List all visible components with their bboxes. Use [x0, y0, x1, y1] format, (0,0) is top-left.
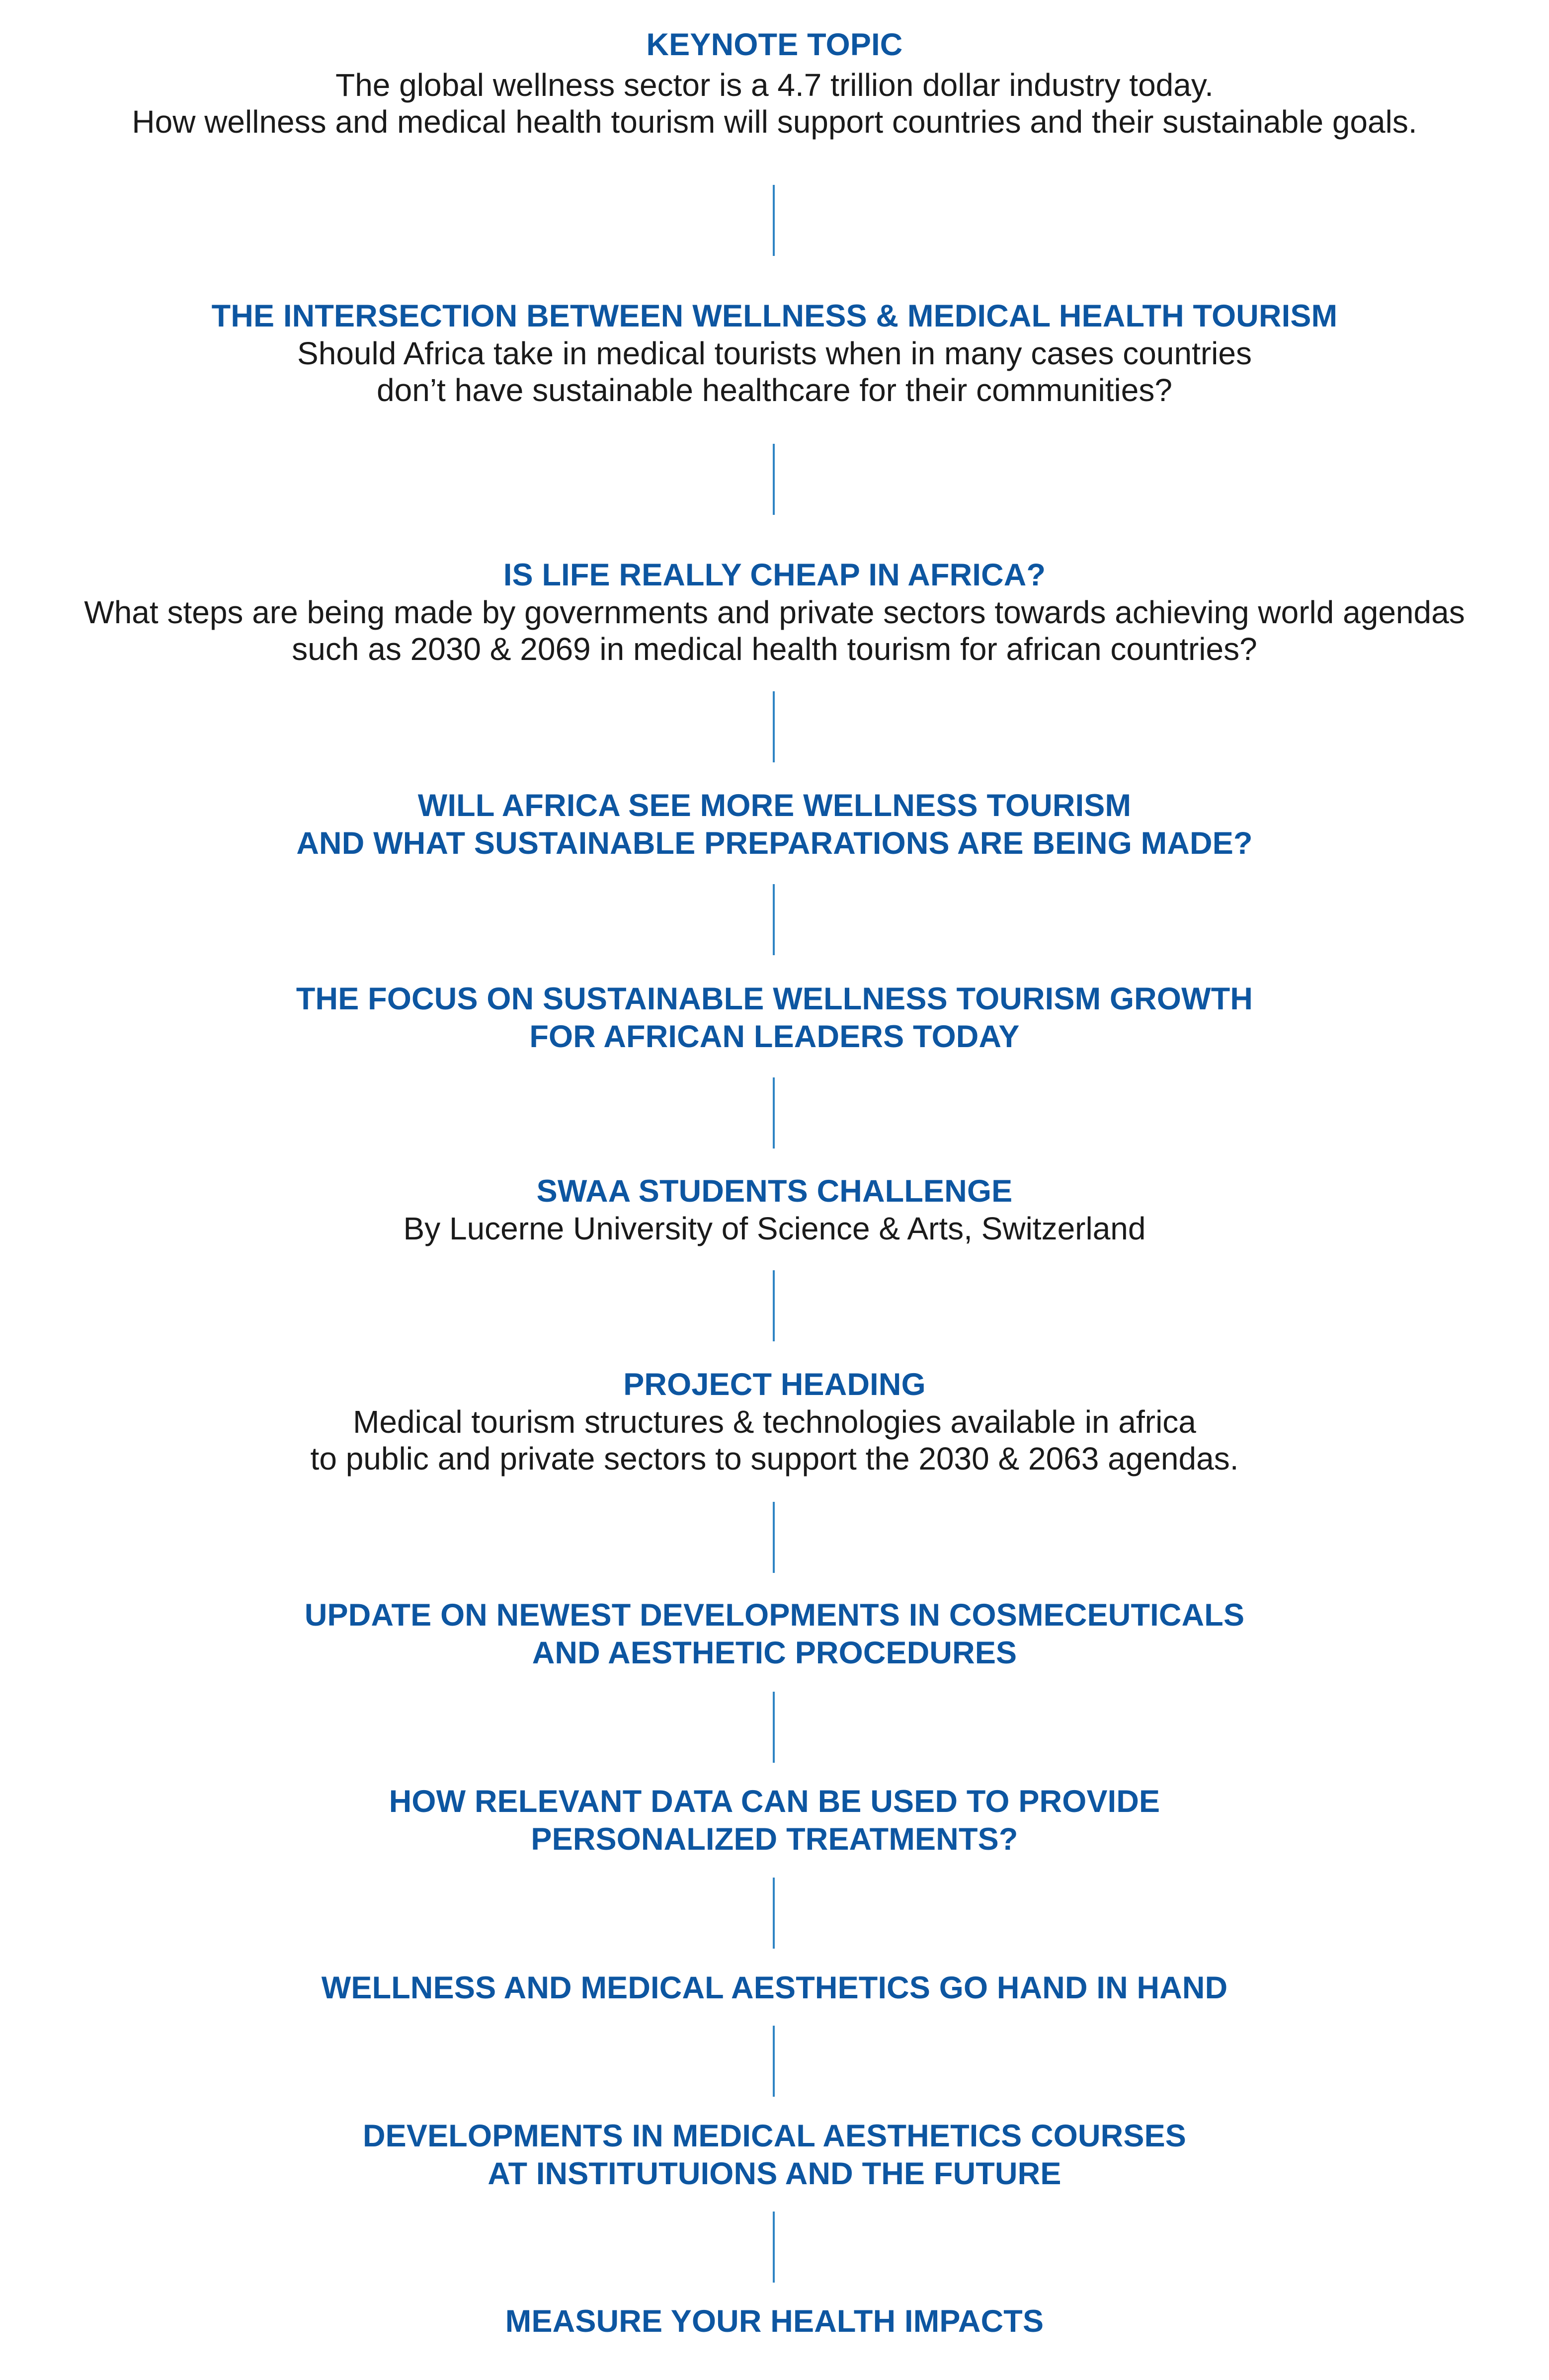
agenda-item-title-line: HOW RELEVANT DATA CAN BE USED TO PROVIDE — [389, 1784, 1160, 1819]
agenda-item-description-line: The global wellness sector is a 4.7 trillion dollar industry today. — [335, 67, 1214, 103]
agenda-item-title-line: THE FOCUS ON SUSTAINABLE WELLNESS TOURISM GROWTH — [296, 982, 1253, 1016]
agenda-item-intersection — [0, 297, 1549, 409]
agenda-item-description-line: Medical tourism structures & technologies available in africa — [353, 1404, 1196, 1440]
agenda-item-title: WELLNESS AND MEDICAL AESTHETICS GO HAND IN HAND — [321, 1970, 1228, 2005]
agenda-item-health-impacts — [0, 2302, 1549, 2340]
agenda-item-title: SWAA STUDENTS CHALLENGE — [536, 1174, 1013, 1209]
timeline-connector — [773, 2026, 775, 2097]
agenda-item-description-line: to public and private sectors to support the 2030 & 2063 agendas. — [310, 1441, 1239, 1477]
agenda-item-description-line: such as 2030 & 2069 in medical health tourism for african countries? — [292, 631, 1257, 667]
agenda-item-personalized-treatments — [0, 1783, 1549, 1858]
agenda-item-wellness-tourism-preparations — [0, 787, 1549, 862]
agenda-item-sustainable-growth-focus — [0, 980, 1549, 1056]
agenda-item-is-life-cheap — [0, 556, 1549, 667]
agenda-item-title: IS LIFE REALLY CHEAP IN AFRICA? — [503, 558, 1046, 592]
agenda-item-title-line: AND AESTHETIC PROCEDURES — [532, 1636, 1017, 1670]
agenda-item-title: KEYNOTE TOPIC — [646, 27, 903, 62]
agenda-item-title-line: DEVELOPMENTS IN MEDICAL AESTHETICS COURSES — [362, 2119, 1187, 2153]
agenda-item-title: MEASURE YOUR HEALTH IMPACTS — [505, 2304, 1044, 2339]
agenda-item-description-line: How wellness and medical health tourism will support countries and their sustainable goals. — [132, 104, 1417, 140]
agenda-item-cosmeceuticals-update — [0, 1596, 1549, 1672]
agenda-item-description-line: Should Africa take in medical tourists when in many cases countries — [297, 335, 1252, 371]
timeline-connector — [773, 1502, 775, 1573]
timeline-connector — [773, 1878, 775, 1949]
agenda-item-title-line: PERSONALIZED TREATMENTS? — [531, 1822, 1018, 1857]
agenda-item-title: PROJECT HEADING — [623, 1367, 926, 1402]
agenda-item-swaa-students-challenge — [0, 1172, 1549, 1247]
agenda-item-title: THE INTERSECTION BETWEEN WELLNESS & MEDICAL HEALTH TOURISM — [211, 299, 1338, 333]
agenda-item-description-line: What steps are being made by governments and private sectors towards achieving world agendas — [84, 594, 1465, 630]
agenda-item-aesthetics-courses — [0, 2117, 1549, 2193]
agenda-item-wellness-aesthetics — [0, 1969, 1549, 2007]
timeline-connector — [773, 1692, 775, 1763]
agenda-item-description-line: don’t have sustainable healthcare for their communities? — [377, 372, 1172, 408]
agenda-item-project-heading — [0, 1366, 1549, 1477]
agenda-item-title-line: UPDATE ON NEWEST DEVELOPMENTS IN COSMECEUTICALS — [304, 1598, 1245, 1633]
timeline-connector — [773, 1270, 775, 1341]
timeline-connector — [773, 884, 775, 955]
agenda-item-title-line: FOR AFRICAN LEADERS TODAY — [529, 1019, 1020, 1054]
agenda-item-description-line: By Lucerne University of Science & Arts, Switzerland — [403, 1211, 1146, 1246]
timeline-connector — [773, 691, 775, 762]
agenda-item-keynote-topic — [0, 26, 1549, 140]
timeline-connector — [773, 444, 775, 515]
agenda-item-title-line: AT INSTITUTUIONS AND THE FUTURE — [488, 2156, 1061, 2191]
timeline-connector — [773, 1077, 775, 1149]
agenda-item-title-line: WILL AFRICA SEE MORE WELLNESS TOURISM — [417, 788, 1132, 823]
agenda-item-title-line: AND WHAT SUSTAINABLE PREPARATIONS ARE BEING MADE? — [296, 826, 1253, 861]
timeline-connector — [773, 185, 775, 256]
timeline-connector — [773, 2212, 775, 2283]
